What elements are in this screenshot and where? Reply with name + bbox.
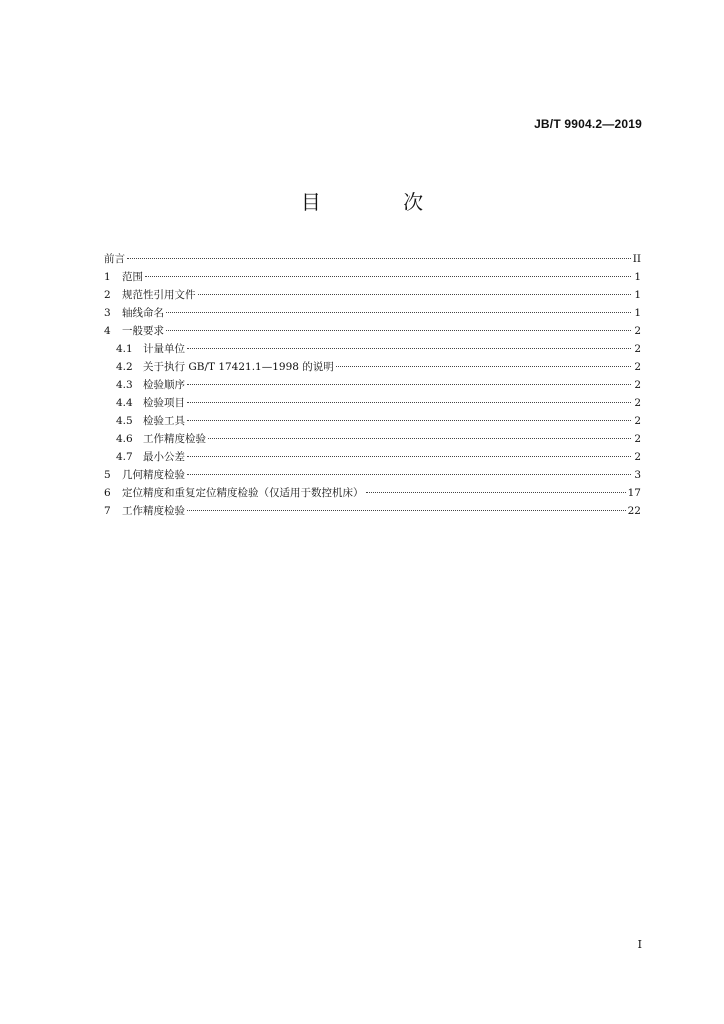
toc-entry[interactable]: [104, 394, 641, 412]
toc-entry[interactable]: [104, 250, 641, 268]
toc-entry[interactable]: [104, 268, 641, 286]
toc-entry-number: 3: [104, 307, 111, 319]
toc-entry-page: 2: [634, 433, 641, 445]
toc-dot-leader: [198, 294, 632, 295]
toc-entry-number: 6: [104, 487, 111, 499]
toc-dot-leader: [127, 258, 631, 259]
table-of-contents: [104, 250, 641, 520]
document-code: JB/T 9904.2—2019: [534, 117, 642, 131]
toc-entry-title: 计量单位: [143, 343, 185, 355]
toc-dot-leader: [187, 456, 631, 457]
toc-entry-title: 轴线命名: [122, 307, 164, 319]
toc-entry-number: 4.5: [116, 415, 133, 427]
toc-dot-leader: [187, 402, 631, 403]
toc-entry-number: 4.1: [116, 343, 133, 355]
toc-entry-page: 2: [634, 325, 641, 337]
toc-entry-page: 2: [634, 343, 641, 355]
toc-entry-title: 前言: [104, 253, 125, 265]
toc-entry-title: 最小公差: [143, 451, 185, 463]
toc-entry-title: 一般要求: [122, 325, 164, 337]
toc-entry[interactable]: [104, 358, 641, 376]
toc-entry[interactable]: [104, 430, 641, 448]
toc-entry-page: 2: [634, 415, 641, 427]
toc-entry-title: 规范性引用文件: [122, 289, 196, 301]
toc-entry[interactable]: [104, 304, 641, 322]
toc-entry-page: 2: [634, 361, 641, 373]
toc-entry-page: 3: [634, 469, 641, 481]
page-title: 目 次: [300, 190, 462, 214]
toc-entry-page: 17: [627, 487, 641, 499]
toc-entry-title: 定位精度和重复定位精度检验（仅适用于数控机床）: [122, 487, 364, 499]
toc-entry[interactable]: [104, 340, 641, 358]
toc-entry[interactable]: [104, 466, 641, 484]
toc-entry-number: 7: [104, 505, 111, 517]
toc-entry-title: 检验顺序: [143, 379, 185, 391]
toc-entry-page: II: [632, 253, 641, 265]
toc-entry-number: 4.4: [116, 397, 133, 409]
toc-entry-title: 检验项目: [143, 397, 185, 409]
toc-entry-number: 2: [104, 289, 111, 301]
toc-entry-page: 2: [634, 451, 641, 463]
toc-entry-page: 2: [634, 379, 641, 391]
toc-entry-page: 1: [634, 289, 641, 301]
toc-entry-number: 4.7: [116, 451, 133, 463]
toc-entry-page: 1: [634, 271, 641, 283]
toc-dot-leader: [187, 348, 631, 349]
toc-dot-leader: [145, 276, 631, 277]
toc-entry-title: 几何精度检验: [122, 469, 185, 481]
toc-entry-page: 2: [634, 397, 641, 409]
toc-entry-number: 5: [104, 469, 111, 481]
toc-entry[interactable]: [104, 484, 641, 502]
toc-entry-title: 检验工具: [143, 415, 185, 427]
toc-entry-title: 工作精度检验: [122, 505, 185, 517]
toc-entry-number: 4.3: [116, 379, 133, 391]
toc-dot-leader: [336, 366, 631, 367]
toc-entry-number: 4: [104, 325, 111, 337]
toc-entry[interactable]: [104, 412, 641, 430]
toc-entry[interactable]: [104, 448, 641, 466]
toc-entry-title: 范围: [122, 271, 143, 283]
page-number: I: [637, 938, 642, 951]
toc-entry[interactable]: [104, 376, 641, 394]
toc-dot-leader: [166, 330, 631, 331]
toc-dot-leader: [366, 492, 626, 493]
toc-entry-number: 1: [104, 271, 111, 283]
toc-entry[interactable]: [104, 286, 641, 304]
toc-entry[interactable]: [104, 502, 641, 520]
toc-dot-leader: [187, 474, 631, 475]
toc-dot-leader: [166, 312, 631, 313]
toc-dot-leader: [187, 384, 631, 385]
toc-dot-leader: [208, 438, 631, 439]
toc-entry-number: 4.2: [116, 361, 133, 373]
toc-entry-page: 1: [634, 307, 641, 319]
toc-entry[interactable]: [104, 322, 641, 340]
toc-entry-number: 4.6: [116, 433, 133, 445]
toc-entry-page: 22: [627, 505, 641, 517]
toc-entry-title: 工作精度检验: [143, 433, 206, 445]
toc-entry-title: 关于执行 GB/T 17421.1—1998 的说明: [143, 361, 334, 373]
toc-dot-leader: [187, 510, 626, 511]
toc-dot-leader: [187, 420, 631, 421]
